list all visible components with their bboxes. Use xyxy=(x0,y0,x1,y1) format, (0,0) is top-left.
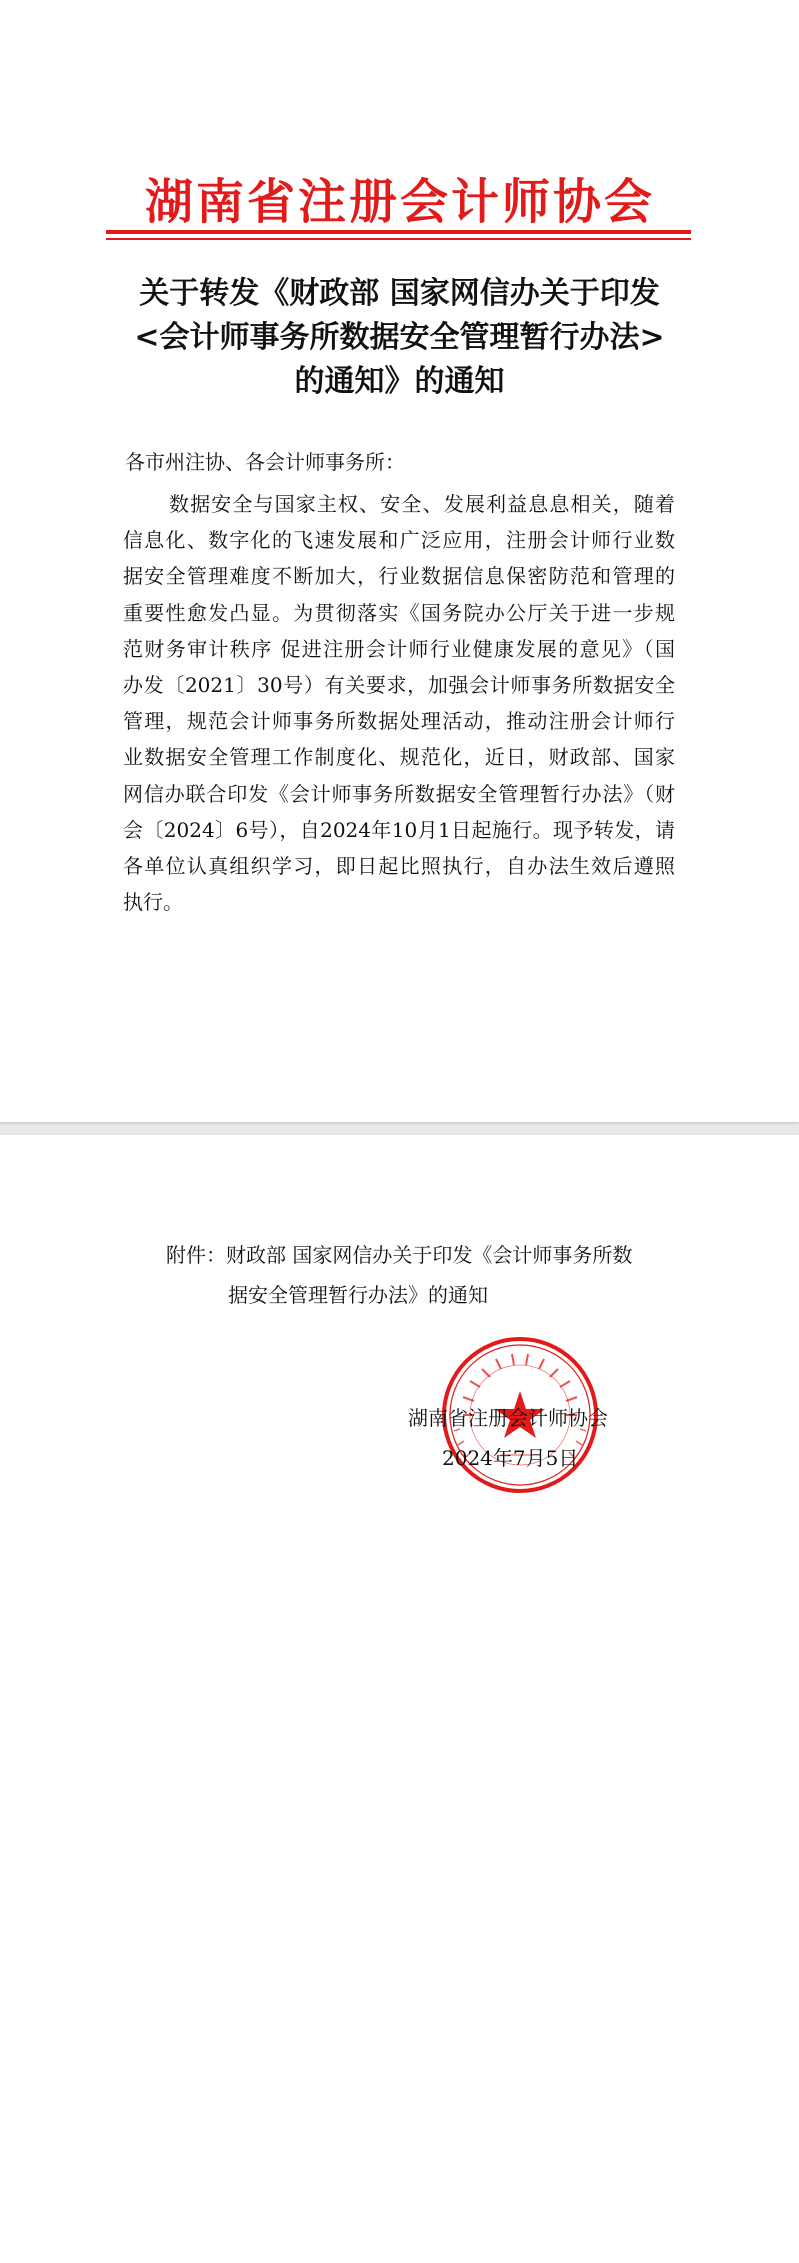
body-line: 数据安全与国家主权、安全、发展利益息息相关，随着 xyxy=(169,492,675,516)
body-line: 信息化、数字化的飞速发展和广泛应用，注册会计师行业数 xyxy=(123,528,675,553)
body-paragraph xyxy=(123,486,675,920)
attachment-note xyxy=(166,1235,632,1315)
document-title xyxy=(100,272,699,404)
body-line: 网信办联合印发《会计师事务所数据安全管理暂行办法》（财 xyxy=(123,781,675,806)
body-line: 范财务审计秩序 促进注册会计师行业健康发展的意见》（国 xyxy=(123,636,675,661)
body-line: 重要性愈发凸显。为贯彻落实《国务院办公厅关于进一步规 xyxy=(123,600,675,625)
body-line: 会〔2024〕6号），自2024年10月1日起施行。现予转发，请 xyxy=(123,817,675,842)
title-line: 关于转发《财政部 国家网信办关于印发 xyxy=(139,276,660,311)
letterhead-rule-thin xyxy=(106,238,691,240)
body-line: 各单位认真组织学习，即日起比照执行，自办法生效后遵照 xyxy=(123,854,675,879)
salutation: 各市州注协、各会计师事务所： xyxy=(125,450,405,474)
document-page-1 xyxy=(0,0,799,1122)
title-line: 的通知》的通知 xyxy=(294,364,505,399)
letterhead-rule xyxy=(106,230,691,234)
signature-org: 湖南省注册会计师协会 xyxy=(408,1406,608,1430)
letterhead-title: 湖南省注册会计师协会 xyxy=(144,174,655,230)
body-line: 执行。 xyxy=(123,890,183,915)
signature-date: 2024年7月5日 xyxy=(442,1446,579,1470)
body-line: 管理，规范会计师事务所数据处理活动，推动注册会计师行 xyxy=(123,709,675,734)
attachment-line: 据安全管理暂行办法》的通知 xyxy=(228,1283,488,1307)
body-line: 业数据安全管理工作制度化、规范化，近日，财政部、国家 xyxy=(123,745,675,770)
signature-block xyxy=(408,1398,608,1478)
attachment-line: 附件：财政部 国家网信办关于印发《会计师事务所数 xyxy=(166,1243,633,1267)
body-line: 据安全管理难度不断加大，行业数据信息保密防范和管理的 xyxy=(123,564,675,589)
body-line: 办发〔2021〕30号）有关要求，加强会计师事务所数据安全 xyxy=(123,673,675,698)
title-line: <会计师事务所数据安全管理暂行办法> xyxy=(134,320,665,355)
